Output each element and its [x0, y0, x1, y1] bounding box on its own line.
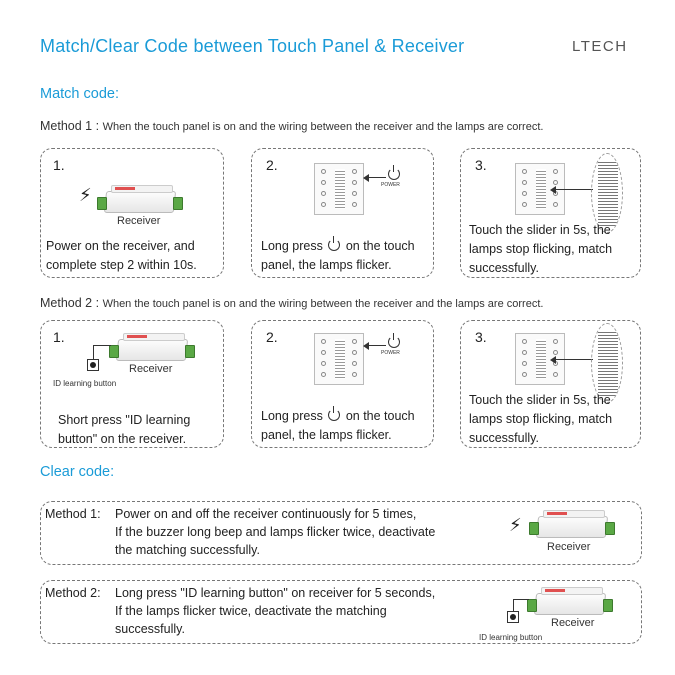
touch-panel-image — [314, 163, 364, 215]
step-number: 3. — [475, 157, 487, 173]
match-m2-step1-box — [40, 320, 224, 448]
step-number: 2. — [266, 157, 278, 173]
receiver-label: Receiver — [547, 541, 591, 553]
step-number: 3. — [475, 329, 487, 345]
page-title: Match/Clear Code between Touch Panel & Receiver — [40, 36, 465, 56]
match-m1-step2-box — [251, 148, 434, 278]
match-method2-label: Method 2 : — [40, 296, 100, 310]
step-number: 2. — [266, 329, 278, 345]
power-inline-icon — [328, 409, 340, 421]
id-learning-button-label: ID learning button — [53, 379, 117, 388]
receiver-label: Receiver — [117, 215, 161, 227]
receiver-image — [527, 510, 615, 540]
clear-code-heading: Clear code: — [40, 464, 115, 480]
clear-method1-text: Power on and off the receiver continuously for 5 times, If the buzzer long beep and lamps flicker twice, deactivate the matching successfully. — [115, 507, 436, 557]
id-learning-button-icon — [87, 359, 99, 371]
step-caption: Short press "ID learning button" on the receiver. — [58, 413, 191, 446]
clear-method2-text: Long press "ID learning button" on receiver for 5 seconds, If the lamps flicker twice, deactivate the matching successfully. — [115, 586, 436, 636]
arrow-icon — [555, 189, 593, 190]
clear-method2-box — [40, 580, 642, 644]
clear-method1-label: Method 1: — [45, 507, 101, 521]
match-method1-label: Method 1 : — [40, 119, 100, 133]
match-method1-line — [40, 119, 543, 133]
power-icon — [388, 168, 400, 180]
power-label: POWER — [381, 182, 400, 188]
clear-method2-label: Method 2: — [45, 586, 101, 600]
match-m2-step2-box — [251, 320, 434, 448]
match-m1-step1-box — [40, 148, 224, 278]
step-number: 1. — [53, 329, 65, 345]
step-caption: Long press on the touch panel, the lamps flicker. — [261, 407, 435, 445]
power-bolt-icon: ⚡ — [79, 185, 92, 205]
step-caption: Power on the receiver, and complete step 2 within 10s. — [46, 239, 197, 272]
power-label: POWER — [381, 350, 400, 356]
power-inline-icon — [328, 239, 340, 251]
brand-logo: LTECH — [572, 38, 628, 55]
match-method2-desc: When the touch panel is on and the wiring between the receiver and the lamps are correct. — [102, 298, 544, 310]
receiver-image — [107, 333, 195, 363]
step-caption: Long press on the touch panel, the lamps flicker. — [261, 237, 435, 275]
arrow-icon — [555, 359, 593, 360]
id-learning-button-icon — [507, 611, 519, 623]
match-m2-step3-box — [460, 320, 641, 448]
touch-panel-image — [314, 333, 364, 385]
receiver-image — [95, 185, 183, 215]
receiver-label: Receiver — [551, 617, 595, 629]
arrow-icon — [368, 177, 386, 178]
id-learning-button-label: ID learning button — [479, 633, 543, 642]
arrow-icon — [368, 345, 386, 346]
clear-method1-box — [40, 501, 642, 565]
match-method2-line — [40, 296, 543, 310]
match-method1-desc: When the touch panel is on and the wiring between the receiver and the lamps are correct. — [102, 121, 544, 133]
step-number: 1. — [53, 157, 65, 173]
match-m1-step3-box — [460, 148, 641, 278]
receiver-label: Receiver — [129, 363, 173, 375]
power-icon — [388, 336, 400, 348]
step-caption: Touch the slider in 5s, the lamps stop flicking, match successfully. — [469, 223, 613, 275]
receiver-image — [525, 587, 613, 617]
step-caption: Touch the slider in 5s, the lamps stop flicking, match successfully. — [469, 393, 613, 445]
match-code-heading: Match code: — [40, 86, 119, 102]
power-bolt-icon: ⚡ — [509, 515, 522, 535]
